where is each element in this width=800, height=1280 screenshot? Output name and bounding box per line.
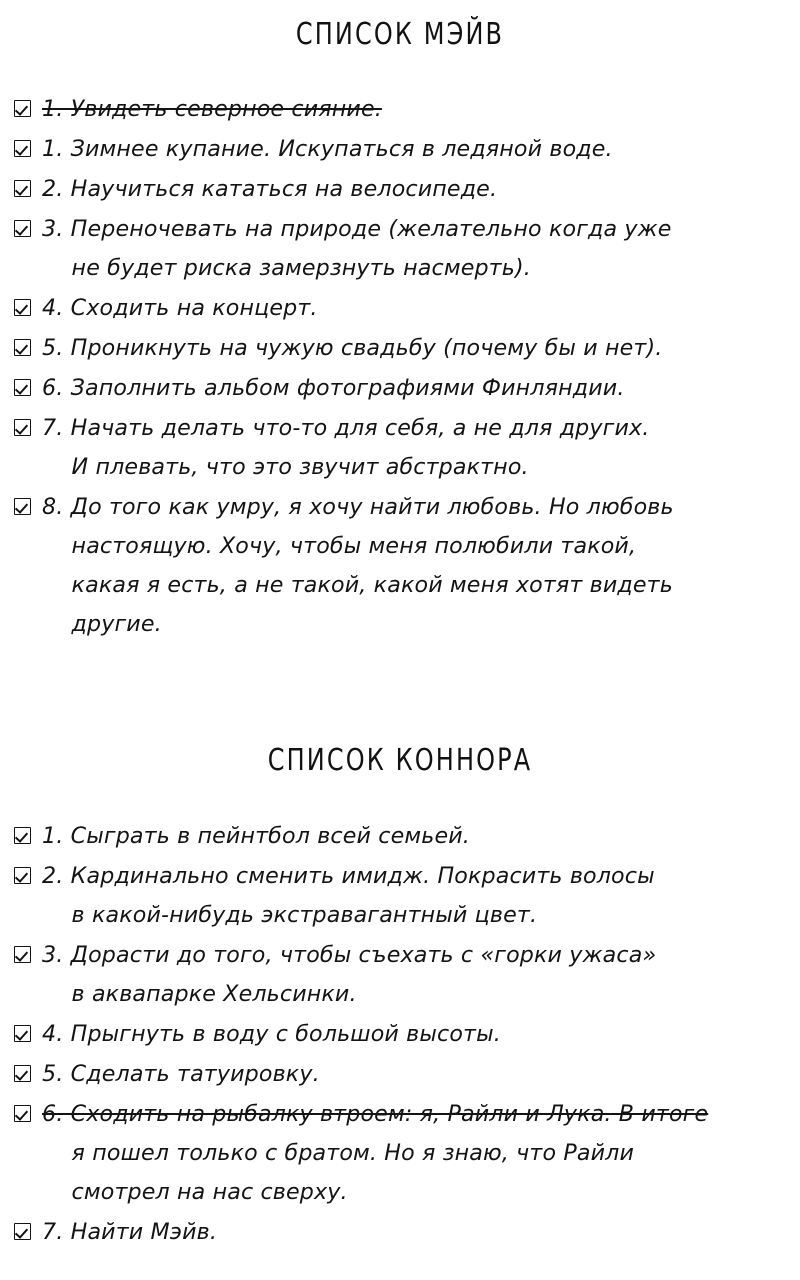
checked-checkbox-icon[interactable] <box>14 946 31 963</box>
list-item-text <box>42 1095 786 1212</box>
checked-checkbox-icon[interactable] <box>14 339 31 356</box>
list-item-text <box>42 817 786 856</box>
checked-checkbox-icon[interactable] <box>14 498 31 515</box>
checked-checkbox-icon[interactable] <box>14 1025 31 1042</box>
list-item-text <box>42 1055 786 1094</box>
list-item-line-continuation: в какой-нибудь экстравагантный цвет. <box>71 902 538 928</box>
list-item-line-continuation: в аквапарке Хельсинки. <box>71 981 357 1007</box>
list-item-line-primary: 1. Сыграть в пейнтбол всей семьей. <box>42 823 470 849</box>
checked-checkbox-icon[interactable] <box>14 419 31 436</box>
list-item-line-primary: 7. Найти Мэйв. <box>42 1219 218 1245</box>
checked-checkbox-icon[interactable] <box>14 827 31 844</box>
list-item[interactable] <box>0 488 800 644</box>
checklist-maeve <box>0 90 800 644</box>
list-item-line-primary: 4. Прыгнуть в воду с большой высоты. <box>42 1021 501 1047</box>
list-item-line-primary: 3. Переночевать на природе (желательно когда уже <box>42 216 672 242</box>
list-item-line-continuation: И плевать, что это звучит абстрактно. <box>71 454 529 480</box>
list-item-line-continuation: какая я есть, а не такой, какой меня хотят видеть <box>71 572 673 598</box>
checked-checkbox-icon[interactable] <box>14 867 31 884</box>
document-page <box>0 16 800 1280</box>
section-maeve <box>0 16 800 644</box>
list-item[interactable] <box>0 936 800 1014</box>
list-item-text <box>42 329 786 368</box>
section-connor <box>0 742 800 1252</box>
checked-checkbox-icon[interactable] <box>14 379 31 396</box>
list-item-line-primary: 2. Кардинально сменить имидж. Покрасить волосы <box>42 863 655 889</box>
list-item-line-primary: 1. Увидеть северное сияние. <box>42 96 382 122</box>
checked-checkbox-icon[interactable] <box>14 299 31 316</box>
list-item-text <box>42 936 786 1014</box>
page-title-connor: СПИСОК КОННОРА <box>267 742 533 778</box>
checked-checkbox-icon[interactable] <box>14 100 31 117</box>
list-item-line-continuation: другие. <box>71 611 162 637</box>
checked-checkbox-icon[interactable] <box>14 1223 31 1240</box>
list-item[interactable] <box>0 1095 800 1212</box>
list-item[interactable] <box>0 369 800 408</box>
page-title-maeve: СПИСОК МЭЙВ <box>295 16 505 52</box>
checked-checkbox-icon[interactable] <box>14 140 31 157</box>
list-item-text <box>42 409 786 487</box>
list-item[interactable] <box>0 1015 800 1054</box>
list-item-text <box>42 170 786 209</box>
list-item-line-continuation: я пошел только с братом. Но я знаю, что Райли <box>71 1140 635 1166</box>
list-item[interactable] <box>0 857 800 935</box>
list-item[interactable] <box>0 1055 800 1094</box>
section-divider-space <box>0 644 800 742</box>
list-item-line-primary: 1. Зимнее купание. Искупаться в ледяной воде. <box>42 136 613 162</box>
checked-checkbox-icon[interactable] <box>14 220 31 237</box>
list-item-line-primary: 4. Сходить на концерт. <box>42 295 318 321</box>
list-item[interactable] <box>0 90 800 129</box>
checked-checkbox-icon[interactable] <box>14 180 31 197</box>
list-item[interactable] <box>0 210 800 288</box>
list-item-line-primary: 6. Заполнить альбом фотографиями Финляндии. <box>42 375 625 401</box>
list-item-line-primary: 3. Дорасти до того, чтобы съехать с «горки ужаса» <box>42 942 657 968</box>
list-item-line-primary: 8. До того как умру, я хочу найти любовь. Но любовь <box>42 494 674 520</box>
list-item[interactable] <box>0 329 800 368</box>
list-item-line-primary: 6. Сходить на рыбалку втроем: я, Райли и Лука. В итоге <box>42 1101 709 1127</box>
list-item-line-primary: 2. Научиться кататься на велосипеде. <box>42 176 498 202</box>
checked-checkbox-icon[interactable] <box>14 1065 31 1082</box>
list-item-line-continuation: смотрел на нас сверху. <box>71 1179 348 1205</box>
list-item-line-primary: 5. Проникнуть на чужую свадьбу (почему бы и нет). <box>42 335 663 361</box>
list-item-text <box>42 130 786 169</box>
list-item-text <box>42 90 786 129</box>
list-item[interactable] <box>0 817 800 856</box>
list-item-text <box>42 369 786 408</box>
list-item-line-primary: 7. Начать делать что-то для себя, а не для других. <box>42 415 650 441</box>
list-item-text <box>42 1213 786 1252</box>
list-item[interactable] <box>0 289 800 328</box>
list-item[interactable] <box>0 1213 800 1252</box>
list-item[interactable] <box>0 409 800 487</box>
list-item-text <box>42 857 786 935</box>
checked-checkbox-icon[interactable] <box>14 1105 31 1122</box>
list-item-line-primary: 5. Сделать татуировку. <box>42 1061 320 1087</box>
list-item-line-continuation: настоящую. Хочу, чтобы меня полюбили такой, <box>71 533 637 559</box>
list-item-line-continuation: не будет риска замерзнуть насмерть). <box>71 255 531 281</box>
list-item-text <box>42 1015 786 1054</box>
list-item-text <box>42 488 786 644</box>
list-item-text <box>42 210 786 288</box>
list-item-text <box>42 289 786 328</box>
list-item[interactable] <box>0 130 800 169</box>
checklist-connor <box>0 817 800 1252</box>
list-item[interactable] <box>0 170 800 209</box>
